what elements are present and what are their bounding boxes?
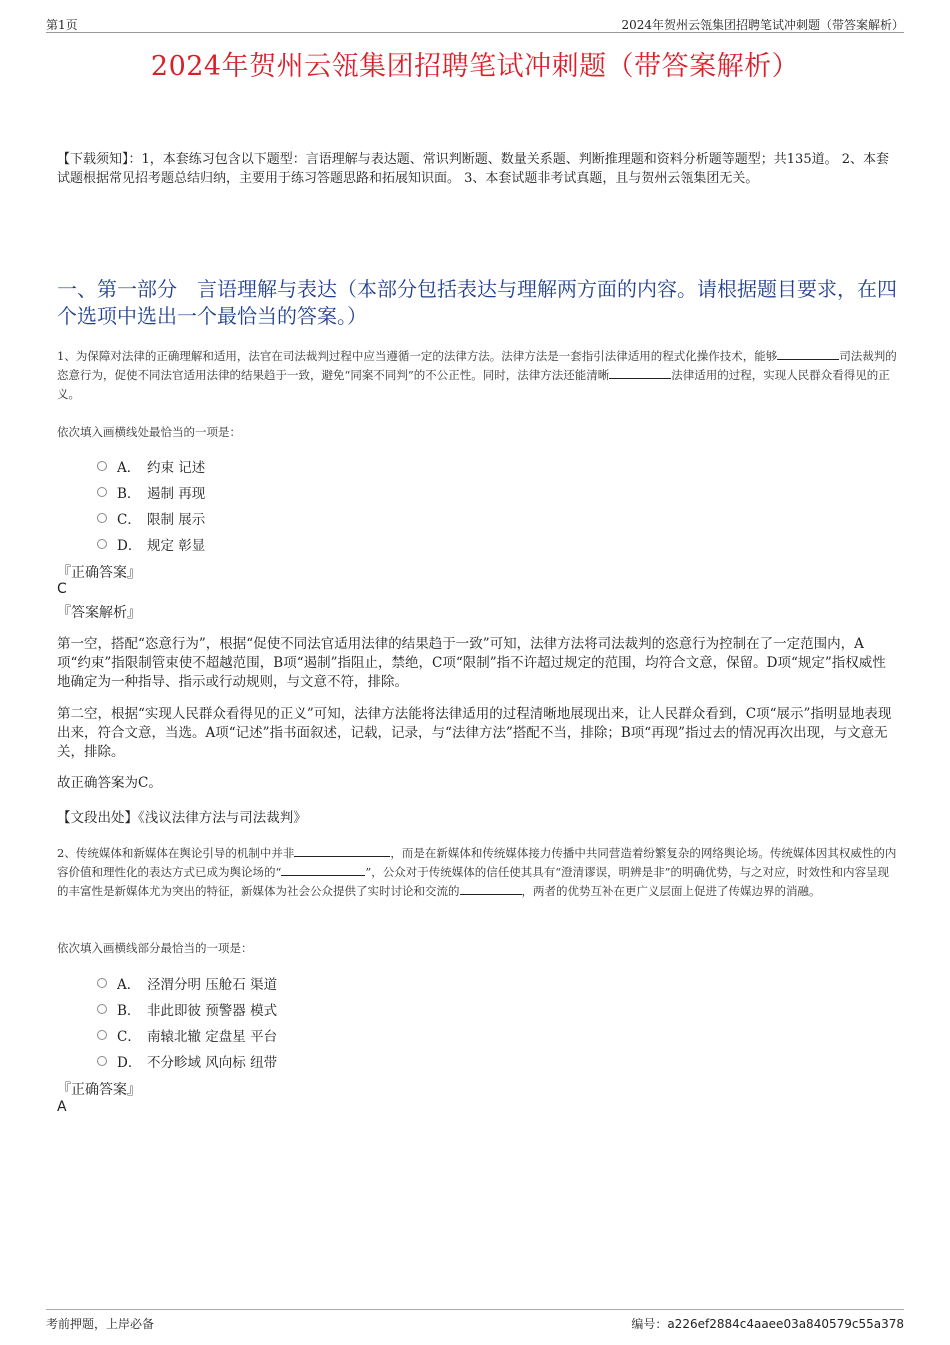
option-text: 泾渭分明 压舱石 渠道	[147, 977, 278, 993]
q1-option-d[interactable]	[97, 535, 205, 553]
radio-icon[interactable]	[97, 1056, 107, 1066]
radio-icon[interactable]	[97, 1004, 107, 1014]
q2-answer-label: 『正确答案』	[57, 1082, 141, 1098]
q2-stem-part-c: ”，公众对于传统媒体的信任使其具有“澄清谬误，明辨是非”的明确优势，与之对应，时效性和内容呈现的丰富性是新媒体尤为突出的特征，新媒体为社会公众提供了实时讨论和交流的	[57, 865, 890, 898]
option-letter: C．	[117, 512, 141, 528]
q1-blank-1	[777, 347, 839, 360]
q1-analysis-label: 『答案解析』	[57, 605, 141, 621]
radio-icon[interactable]	[97, 539, 107, 549]
radio-icon[interactable]	[97, 1030, 107, 1040]
option-letter: B．	[117, 1003, 141, 1019]
option-letter: D．	[117, 538, 142, 554]
document-title: 2024年贺州云瓴集团招聘笔试冲刺题（带答案解析）	[150, 51, 800, 82]
option-text: 约束 记述	[147, 460, 206, 476]
option-letter: A．	[117, 977, 141, 993]
q2-option-b[interactable]	[97, 1000, 277, 1018]
header-doc-title: 2024年贺州云瓴集团招聘笔试冲刺题（带答案解析）	[621, 18, 904, 32]
q1-answer: C	[57, 581, 67, 597]
section-heading: 一、第一部分 言语理解与表达（本部分包括表达与理解两方面的内容。请根据题目要求，在四个选项中选出一个最恰当的答案。）	[57, 277, 897, 328]
q2-option-a[interactable]	[97, 974, 277, 992]
q1-option-b[interactable]	[97, 483, 205, 501]
q2-stem-part-d: ，两者的优势互补在更广义层面上促进了传媒边界的消融。	[521, 884, 821, 898]
option-text: 南辕北辙 定盘星 平台	[147, 1029, 278, 1045]
option-text: 限制 展示	[147, 512, 206, 528]
footer-code	[631, 1315, 904, 1332]
q2-answer: A	[57, 1099, 67, 1115]
radio-icon[interactable]	[97, 461, 107, 471]
q1-stem-part-b: 司法裁判的恣意行为，促使不同法官适用法律的结果趋于一致，避免“同案不同判”的不公正性。同时，法律方法还能清晰	[57, 349, 897, 382]
option-text: 规定 彰显	[147, 538, 206, 554]
footer-code-value: a226ef2884c4aaee03a840579c55a378	[667, 1317, 904, 1331]
q1-source: 【文段出处】《浅议法律方法与司法裁判》	[57, 810, 307, 826]
q1-stem-part-a: 1、为保障对法律的正确理解和适用，法官在司法裁判过程中应当遵循一定的法律方法。法律方法是一套指引法律适用的程式化操作技术，能够	[57, 349, 778, 363]
question-2-stem	[57, 844, 897, 901]
q2-blank-2	[281, 863, 365, 876]
q1-answer-label: 『正确答案』	[57, 565, 141, 581]
q1-conclusion: 故正确答案为C。	[57, 775, 162, 791]
option-text: 非此即彼 预警器 模式	[147, 1003, 278, 1019]
option-letter: B．	[117, 486, 141, 502]
q2-blank-3	[460, 882, 522, 895]
header-divider	[46, 32, 904, 33]
page-number: 第1页	[46, 18, 78, 32]
option-letter: A．	[117, 460, 141, 476]
download-notice: 【下载须知】：1，本套练习包含以下题型：言语理解与表达题、常识判断题、数量关系题、判断推理题和资料分析题等题型；共135道。 2、本套试题根据常见招考题总结归纳，主要用于练习答题思路和拓展知识面。 3、本套试题非考试真题，且与贺州云瓴集团无关。	[57, 152, 889, 186]
option-letter: D．	[117, 1055, 142, 1071]
option-text: 不分畛域 风向标 纽带	[147, 1055, 278, 1071]
footer-code-label: 编号：	[631, 1317, 668, 1331]
q1-option-c[interactable]	[97, 509, 205, 527]
footer-slogan: 考前押题，上岸必备	[46, 1317, 155, 1331]
question-1-stem	[57, 347, 897, 404]
q1-blank-2	[609, 366, 671, 379]
q2-prompt: 依次填入画横线部分最恰当的一项是：	[57, 941, 253, 955]
footer-divider	[46, 1309, 904, 1310]
radio-icon[interactable]	[97, 487, 107, 497]
q1-prompt: 依次填入画横线处最恰当的一项是：	[57, 425, 241, 439]
option-letter: C．	[117, 1029, 141, 1045]
q2-stem-part-b: ，而是在新媒体和传统媒体接力传播中共同营造着纷繁复杂的网络舆论场。传统媒体因其权威性的内容价值和理性化的表达方式已成为舆论场的“	[57, 846, 897, 879]
q2-blank-1	[294, 844, 390, 857]
q2-stem-part-a: 2、传统媒体和新媒体在舆论引导的机制中并非	[57, 846, 295, 860]
q1-stem-part-c: 法律适用的过程，实现人民群众看得见的正义。	[57, 368, 890, 401]
radio-icon[interactable]	[97, 513, 107, 523]
q2-option-d[interactable]	[97, 1052, 277, 1070]
q1-analysis-paragraph-1: 第一空，搭配“恣意行为”，根据“促使不同法官适用法律的结果趋于一致”可知，法律方法将司法裁判的恣意行为控制在了一定范围内，A项“约束”指限制管束使不超越范围，B项“遏制”指阻止，禁绝，C项“限制”指不许超过规定的范围，均符合文意，保留。D项“规定”指权威性地确定为一种指导、指示或行动规则，与文意不符，排除。	[57, 636, 886, 690]
q2-option-c[interactable]	[97, 1026, 277, 1044]
q1-option-a[interactable]	[97, 457, 205, 475]
q1-analysis-paragraph-2: 第二空，根据“实现人民群众看得见的正义”可知，法律方法能将法律适用的过程清晰地展现出来，让人民群众看到，C项“展示”指明显地表现出来，符合文意，当选。A项“记述”指书面叙述，记载，记录，与“法律方法”搭配不当，排除；B项“再现”指过去的情况再次出现，与文意无关，排除。	[57, 706, 892, 760]
option-text: 遏制 再现	[147, 486, 206, 502]
radio-icon[interactable]	[97, 978, 107, 988]
